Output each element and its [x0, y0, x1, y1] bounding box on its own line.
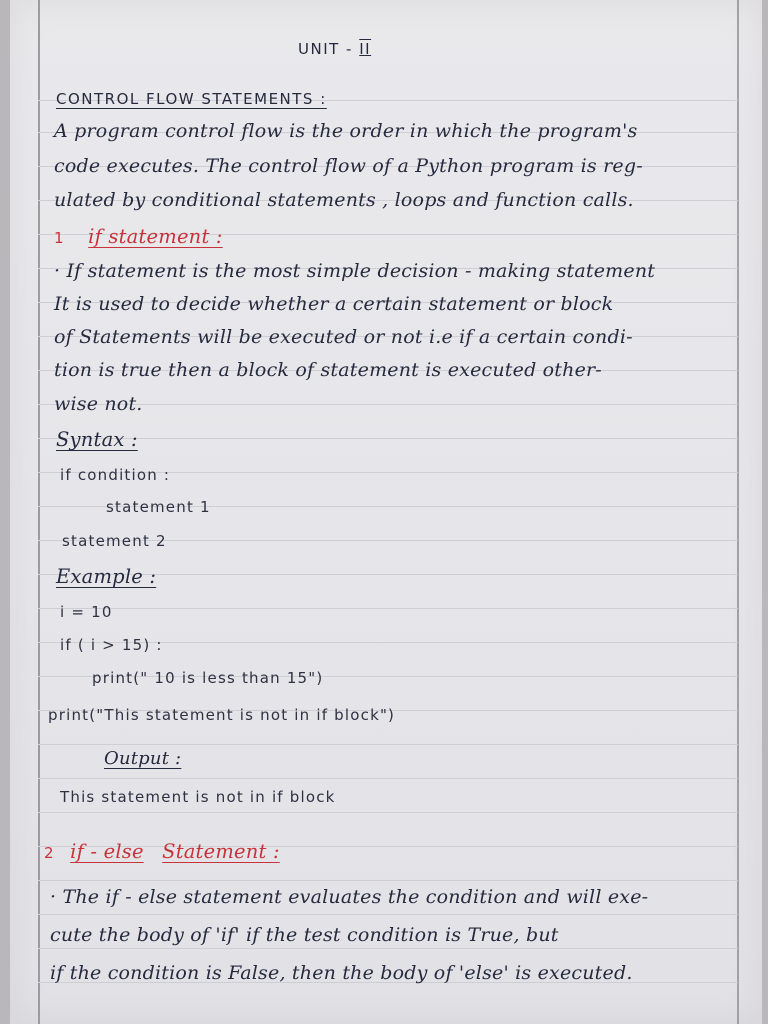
section2-body-line: if the condition is False, then the body of 'else' is executed.	[50, 962, 633, 984]
output-label: Output :	[104, 748, 182, 769]
section2-body-line: · The if - else statement evaluates the condition and will exe-	[50, 886, 649, 908]
example-label: Example :	[56, 565, 157, 588]
example-line: if ( i > 15) :	[60, 636, 163, 654]
section1-body-line: of Statements will be executed or not i.e if a certain condi-	[54, 326, 633, 348]
ruled-line	[38, 744, 738, 745]
syntax-line: if condition :	[60, 466, 171, 484]
section-title: CONTROL FLOW STATEMENTS :	[56, 90, 327, 108]
ruled-line	[38, 404, 738, 405]
ruled-line	[38, 608, 738, 609]
section2-heading	[44, 840, 280, 863]
notebook-page	[10, 0, 762, 1024]
ruled-line	[38, 948, 738, 949]
ruled-line	[38, 880, 738, 881]
output-line: This statement is not in if block	[60, 788, 336, 806]
ruled-line	[38, 438, 738, 439]
section1-body-line: tion is true then a block of statement is executed other-	[54, 359, 602, 381]
ruled-line	[38, 914, 738, 915]
ruled-line	[38, 812, 738, 813]
example-line: print("This statement is not in if block")	[48, 706, 396, 724]
intro-line: code executes. The control flow of a Python program is reg-	[54, 155, 643, 177]
example-line: print(" 10 is less than 15")	[92, 669, 324, 687]
section2-body-line: cute the body of 'if' if the test condition is True, but	[50, 924, 559, 946]
section1-body-line: · If statement is the most simple decision - making statement	[54, 260, 656, 282]
section1-heading	[54, 225, 223, 248]
syntax-line: statement 2	[62, 532, 167, 550]
unit-number: II	[359, 40, 372, 58]
section1-body-line: It is used to decide whether a certain statement or block	[54, 293, 614, 315]
section2-title-part2: Statement :	[162, 840, 280, 863]
section2-title-part1: if - else	[70, 840, 144, 863]
section1-number: 1	[54, 229, 64, 247]
syntax-label: Syntax :	[56, 428, 138, 451]
example-line: i = 10	[60, 603, 113, 621]
section1-title: if statement :	[88, 225, 223, 248]
unit-label: UNIT -	[298, 40, 353, 58]
intro-line: ulated by conditional statements , loops and function calls.	[54, 189, 634, 211]
right-margin-line	[737, 0, 739, 1024]
unit-heading	[298, 40, 371, 58]
section1-body-line: wise not.	[54, 393, 143, 415]
intro-line: A program control flow is the order in which the program's	[54, 120, 638, 142]
ruled-line	[38, 778, 738, 779]
syntax-line: statement 1	[106, 498, 211, 516]
section2-number: 2	[44, 844, 54, 862]
left-margin-line	[38, 0, 40, 1024]
